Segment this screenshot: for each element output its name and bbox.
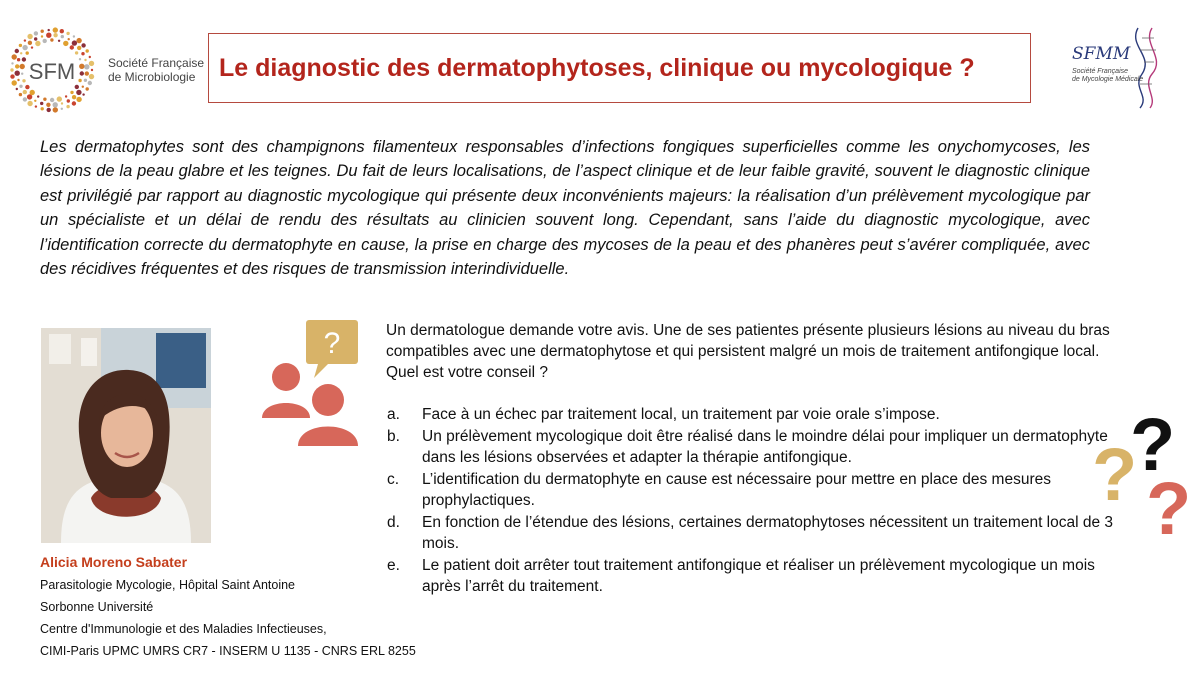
option-item xyxy=(386,555,1126,597)
svg-text:?: ? xyxy=(1092,433,1138,516)
author-affiliation: Sorbonne Université xyxy=(40,600,154,614)
page-title: Le diagnostic des dermatophytoses, clinique ou mycologique ? xyxy=(219,54,975,82)
option-item xyxy=(386,404,1126,425)
option-text: Le patient doit arrêter tout traitement antifongique et réaliser un prélèvement mycologique un mois après l’arrêt du traitement. xyxy=(422,557,1095,595)
sfm-name-line1: Société Française xyxy=(108,56,205,70)
option-text: Face à un échec par traitement local, un traitement par voie orale s’impose. xyxy=(422,406,940,423)
author-photo xyxy=(41,328,211,543)
option-item xyxy=(386,469,1126,511)
option-item xyxy=(386,426,1126,468)
intro-paragraph: Les dermatophytes sont des champignons filamenteux responsables d’infections fongiques superficielles comme les onychomycoses, les lésions de la peau glabre et les teignes. Du fait de leurs localisations, de l’aspect clinique et de leur faible gravité, souvent le diagnostic clinique est privilégié par rapport au diagnostic mycologique qui présente deux inconvénients majeurs: la réalisation d’un prélèvement mycologique par un spécialiste et un délai de rendu des résultats au clinicien souvent long. Cependant, sans l’aide du diagnostic mycologique, avec l’identification correcte du dermatophyte en cause, la prise en charge des mycoses de la peau et des phanères peut s’avérer compliquée, avec des récidives fréquentes et des risques de transmission interindividuelle. xyxy=(40,138,1090,279)
author-name: Alicia Moreno Sabater xyxy=(40,554,188,570)
option-letter: e. xyxy=(387,557,400,574)
option-item xyxy=(386,512,1126,554)
option-text: En fonction de l’étendue des lésions, certaines dermatophytoses nécessitent un traitement local de 3 mois. xyxy=(422,514,1114,552)
title-box xyxy=(208,33,1031,103)
sfmm-subtitle-line1: Société Française xyxy=(1072,68,1129,75)
question-text: Un dermatologue demande votre avis. Une de ses patientes présente plusieurs lésions au niveau du bras compatibles avec une dermatophytose et qui persistent malgré un mois de traitement antifongique local. Quel est votre conseil ? xyxy=(386,322,1110,381)
sfm-logo xyxy=(6,24,98,116)
sfmm-subtitle-line2: de Mycologie Médicale xyxy=(1072,76,1144,83)
sfmm-abbr: SFMM xyxy=(1072,44,1131,64)
option-letter: a. xyxy=(387,406,400,423)
people-question-icon xyxy=(258,320,358,446)
question-marks-icon xyxy=(1088,408,1200,538)
sfm-logo-text: SFM xyxy=(28,59,76,84)
option-text: Un prélèvement mycologique doit être réalisé dans le moindre délai pour impliquer un dermatophyte dans les lésions observées et adapter la thérapie antifongique. xyxy=(422,428,1108,466)
svg-text:?: ? xyxy=(323,327,341,360)
option-letter: b. xyxy=(387,428,400,445)
svg-text:?: ? xyxy=(1130,408,1176,486)
sfm-name xyxy=(108,56,204,84)
sfmm-subtitle xyxy=(1072,68,1143,84)
author-affiliation: Centre d'Immunologie et des Maladies Infectieuses, xyxy=(40,622,327,636)
svg-text:?: ? xyxy=(1146,467,1192,538)
sfm-name-line2: de Microbiologie xyxy=(108,70,196,84)
author-affiliation: Parasitologie Mycologie, Hôpital Saint Antoine xyxy=(40,578,296,592)
option-letter: d. xyxy=(387,514,400,531)
option-text: L’identification du dermatophyte en cause est nécessaire pour mettre en place des mesures prophylactiques. xyxy=(422,471,1051,509)
author-affiliation: CIMI-Paris UPMC UMRS CR7 - INSERM U 1135 - CNRS ERL 8255 xyxy=(40,644,416,658)
answer-options xyxy=(386,404,1126,598)
option-letter: c. xyxy=(387,471,400,488)
